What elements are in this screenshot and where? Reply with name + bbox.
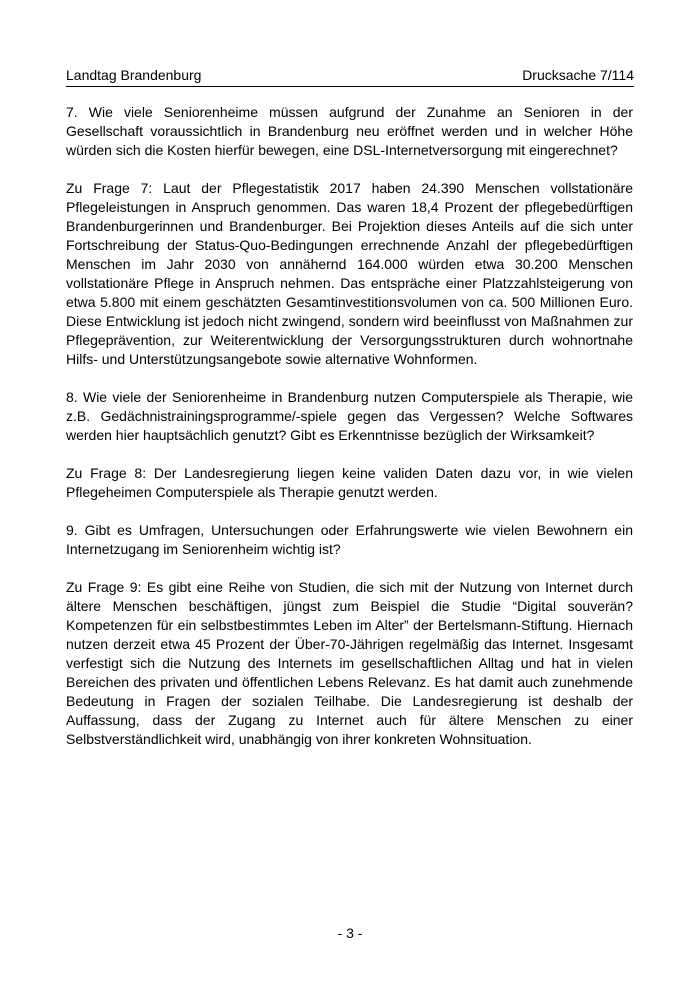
question-9: 9. Gibt es Umfragen, Untersuchungen oder Erfahrungswerte wie vielen Bewohnern ein Internetzugang im Seniorenheim wichtig ist? (66, 522, 633, 557)
header-parliament-name: Landtag Brandenburg (66, 67, 202, 83)
page-header (66, 66, 634, 87)
answer-8: Zu Frage 8: Der Landesregierung liegen keine validen Daten dazu vor, in wie vielen Pflegeheimen Computerspiele als Therapie genutzt werden. (66, 465, 633, 500)
question-8: 8. Wie viele der Seniorenheime in Brandenburg nutzen Computerspiele als Therapie, wie z.B. Gedächnistrainingsprogramme/-spiele gegen das Vergessen? Welche Softwares werden hier hauptsächlich genutzt? Gibt es Erkenntnisse bezüglich der Wirksamkeit? (66, 389, 633, 443)
answer-7: Zu Frage 7: Laut der Pflegestatistik 2017 haben 24.390 Menschen vollstationäre Pflegeleistungen in Anspruch genommen. Das waren 18,4 Prozent der pflegebedürftigen Brandenburgerinnen und Brandenburger. Bei Projektion dieses Anteils auf die sich unter Fortschreibung der Status-Quo-Bedingungen errechnende Anzahl der pflegebedürftigen Menschen im Jahr 2030 von annähernd 164.000 würden etwa 30.200 Menschen vollstationäre Pflege in Anspruch nehmen. Das entspräche einer Platzzahlsteigerung von etwa 5.800 mit einem geschätzten Gesamtinvestitionsvolumen von ca. 500 Millionen Euro. Diese Entwicklung ist jedoch nicht zwingend, sondern wird beeinflusst von Maßnahmen zur Pflegeprävention, zur Weiterentwicklung der Versorgungsstrukturen durch wohnortnahe Hilfs- und Unterstützungsangebote sowie alternative Wohnformen. (66, 180, 633, 367)
document-body (66, 103, 633, 768)
page-number: - 3 - (337, 925, 363, 941)
answer-9: Zu Frage 9: Es gibt eine Reihe von Studien, die sich mit der Nutzung von Internet durch ältere Menschen beschäftigen, jüngst zum Beispiel die Studie “Digital souverän? Kompetenzen für ein selbstbestimmtes Leben im Alter” der Bertelsmann-Stiftung. Hiernach nutzen derzeit etwa 45 Prozent der Über-70-Jährigen regelmäßig das Internet. Insgesamt verfestigt sich die Nutzung des Internets im gesellschaftlichen Alltag und hat in vielen Bereichen des privaten und öffentlichen Lebens Relevanz. Es hat damit auch zunehmende Bedeutung in Fragen der sozialen Teilhabe. Die Landesregierung ist deshalb der Auffassung, dass der Zugang zu Internet auch für ältere Menschen zu einer Selbstverständlichkeit wird, unabhängig von ihrer konkreten Wohnsituation. (66, 579, 633, 747)
question-7: 7. Wie viele Seniorenheime müssen aufgrund der Zunahme an Senioren in der Gesellschaft voraussichtlich in Brandenburg neu eröffnet werden und in welcher Höhe würden sich die Kosten hierfür bewegen, eine DSL-Internetversorgung mit eingerechnet? (66, 104, 633, 158)
header-document-number: Drucksache 7/114 (522, 67, 634, 83)
